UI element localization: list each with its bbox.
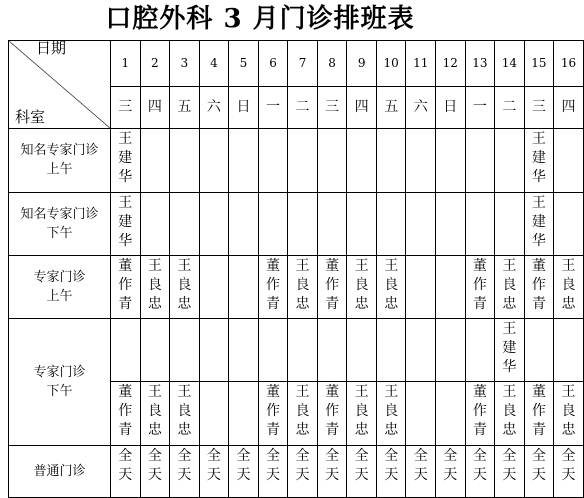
- doctor-name: [324, 129, 340, 130]
- doctor-name: [176, 129, 192, 130]
- doctor-name: 王良忠: [384, 257, 399, 312]
- all-day-value: 全天: [354, 447, 369, 483]
- famous-expert-pm-row: [9, 192, 584, 255]
- schedule-cell: [495, 192, 525, 255]
- dept-label-line: 知名专家门诊: [20, 206, 99, 222]
- day-number: 9: [347, 41, 377, 87]
- doctor-name: 王良忠: [502, 384, 517, 439]
- schedule-cell: [170, 319, 200, 382]
- schedule-cell: [406, 319, 436, 382]
- schedule-cell: [140, 445, 170, 497]
- day-number: 12: [436, 41, 466, 87]
- corner-date-label: 日期: [35, 39, 66, 57]
- doctor-name: [383, 319, 399, 320]
- schedule-cell: [376, 319, 406, 382]
- weekday: 二: [495, 87, 525, 129]
- schedule-cell: [140, 319, 170, 382]
- doctor-name: [442, 193, 458, 194]
- all-day-value: 全天: [266, 447, 280, 483]
- day-number: 11: [406, 41, 436, 87]
- schedule-cell: [111, 129, 141, 192]
- day-number: 7: [288, 41, 318, 87]
- schedule-cell: [258, 129, 288, 192]
- doctor-name: [265, 319, 281, 320]
- weekday: 三: [317, 87, 347, 129]
- doctor-name: [413, 319, 429, 320]
- schedule-cell: [554, 445, 584, 497]
- doctor-name: 董作青: [531, 257, 546, 312]
- schedule-cell: [524, 445, 554, 497]
- all-day-value: 全天: [502, 447, 517, 483]
- doctor-name: 董作青: [531, 384, 546, 439]
- doctor-name: [560, 319, 576, 320]
- doctor-name: 王良忠: [147, 257, 162, 312]
- day-number: 4: [199, 41, 229, 87]
- weekday: 一: [258, 87, 288, 129]
- schedule-cell: [495, 319, 525, 382]
- doctor-name: 董作青: [472, 257, 487, 312]
- all-day-value: 全天: [236, 447, 251, 483]
- schedule-cell: [140, 382, 170, 445]
- doctor-name: [206, 129, 222, 130]
- weekday: 日: [436, 87, 466, 129]
- schedule-cell: [376, 129, 406, 192]
- schedule-cell: [258, 255, 288, 318]
- weekday: 三: [524, 87, 554, 129]
- dept-label: [9, 255, 111, 318]
- dept-label-line: 专家门诊: [33, 364, 86, 380]
- doctor-name: [117, 319, 133, 320]
- doctor-name: 董作青: [118, 257, 133, 312]
- schedule-cell: [554, 129, 584, 192]
- schedule-cell: [524, 129, 554, 192]
- schedule-cell: [317, 445, 347, 497]
- weekday: 六: [406, 87, 436, 129]
- dept-label: [9, 129, 111, 192]
- all-day-value: 全天: [561, 447, 576, 483]
- doctor-name: [442, 382, 458, 383]
- doctor-name: [413, 193, 429, 194]
- weekday: 四: [140, 87, 170, 129]
- doctor-name: [235, 256, 251, 257]
- schedule-cell: [436, 129, 466, 192]
- schedule-cell: [347, 382, 377, 445]
- doctor-name: [206, 382, 222, 383]
- schedule-cell: [199, 255, 229, 318]
- doctor-name: 王良忠: [354, 257, 369, 312]
- page-title: 口腔外科 3 月门诊排班表: [105, 4, 415, 34]
- schedule-cell: [376, 255, 406, 318]
- doctor-name: 董作青: [472, 384, 487, 439]
- doctor-name: [413, 129, 429, 130]
- doctor-name: [531, 319, 547, 320]
- day-number: 5: [229, 41, 259, 87]
- doctor-name: [206, 193, 222, 194]
- all-day-value: 全天: [472, 447, 487, 483]
- doctor-name: [413, 382, 429, 383]
- doctor-name: [472, 319, 488, 320]
- weekday: 二: [288, 87, 318, 129]
- schedule-cell: [199, 319, 229, 382]
- schedule-cell: [554, 192, 584, 255]
- schedule-cell: [229, 129, 259, 192]
- weekday: 四: [554, 87, 584, 129]
- weekday: 五: [376, 87, 406, 129]
- schedule-cell: [199, 445, 229, 497]
- expert-pm-row-a: [9, 319, 584, 382]
- schedule-cell: [258, 445, 288, 497]
- all-day-value: 全天: [147, 447, 162, 483]
- all-day-value: 全天: [443, 447, 458, 483]
- doctor-name: 王良忠: [561, 384, 576, 439]
- schedule-cell: [229, 382, 259, 445]
- all-day-value: 全天: [531, 447, 546, 483]
- weekday: 五: [170, 87, 200, 129]
- schedule-cell: [317, 129, 347, 192]
- doctor-name: [442, 256, 458, 257]
- all-day-value: 全天: [177, 447, 192, 483]
- doctor-name: [354, 193, 370, 194]
- schedule-cell: [111, 192, 141, 255]
- schedule-cell: [229, 255, 259, 318]
- doctor-name: 王建华: [531, 194, 546, 249]
- schedule-cell: [406, 129, 436, 192]
- weekday: 四: [347, 87, 377, 129]
- doctor-name: 王建华: [502, 321, 517, 376]
- schedule-cell: [288, 192, 318, 255]
- schedule-cell: [317, 192, 347, 255]
- schedule-cell: [406, 445, 436, 497]
- doctor-name: 王良忠: [177, 257, 192, 312]
- schedule-cell: [465, 129, 495, 192]
- doctor-name: 王良忠: [147, 384, 162, 439]
- doctor-name: 王良忠: [295, 257, 310, 312]
- schedule-cell: [170, 255, 200, 318]
- doctor-name: [383, 129, 399, 130]
- schedule-cell: [111, 445, 141, 497]
- schedule-cell: [436, 255, 466, 318]
- schedule-cell: [229, 319, 259, 382]
- schedule-cell: [140, 192, 170, 255]
- doctor-name: [235, 382, 251, 383]
- doctor-name: 王建华: [118, 131, 133, 186]
- day-number: 6: [258, 41, 288, 87]
- schedule-cell: [465, 382, 495, 445]
- all-day-value: 全天: [295, 447, 310, 483]
- doctor-name: [324, 193, 340, 194]
- expert-am-row: [9, 255, 584, 318]
- schedule-cell: [170, 382, 200, 445]
- doctor-name: [560, 193, 576, 194]
- doctor-name: [235, 129, 251, 130]
- dept-label-session: 上午: [46, 162, 73, 178]
- schedule-cell: [199, 382, 229, 445]
- day-number: 14: [495, 41, 525, 87]
- doctor-name: [560, 129, 576, 130]
- schedule-cell: [554, 382, 584, 445]
- schedule-cell: [495, 445, 525, 497]
- schedule-cell: [465, 319, 495, 382]
- schedule-cell: [406, 382, 436, 445]
- weekday: 一: [465, 87, 495, 129]
- schedule-cell: [465, 192, 495, 255]
- schedule-cell: [258, 319, 288, 382]
- day-number: 8: [317, 41, 347, 87]
- day-number: 13: [465, 41, 495, 87]
- schedule-cell: [376, 382, 406, 445]
- schedule-cell: [317, 319, 347, 382]
- doctor-name: [265, 129, 281, 130]
- schedule-cell: [347, 445, 377, 497]
- doctor-name: [442, 129, 458, 130]
- doctor-name: 王良忠: [354, 384, 369, 439]
- schedule-cell: [554, 255, 584, 318]
- schedule-cell: [229, 445, 259, 497]
- all-day-value: 全天: [118, 447, 133, 483]
- doctor-name: [235, 319, 251, 320]
- schedule-cell: [199, 192, 229, 255]
- doctor-name: [383, 193, 399, 194]
- dept-label: [9, 319, 111, 446]
- schedule-cell: [170, 192, 200, 255]
- dept-label: [9, 192, 111, 255]
- schedule-cell: [199, 129, 229, 192]
- schedule-cell: [288, 445, 318, 497]
- doctor-name: [472, 129, 488, 130]
- doctor-name: 董作青: [118, 384, 133, 439]
- doctor-name: 王建华: [531, 131, 546, 186]
- schedule-cell: [170, 129, 200, 192]
- doctor-name: [501, 129, 517, 130]
- schedule-cell: [406, 192, 436, 255]
- schedule-cell: [140, 129, 170, 192]
- schedule-cell: [436, 319, 466, 382]
- doctor-name: [176, 319, 192, 320]
- schedule-cell: [258, 192, 288, 255]
- doctor-name: [265, 193, 281, 194]
- schedule-cell: [288, 319, 318, 382]
- schedule-cell: [347, 192, 377, 255]
- weekday: 三: [111, 87, 141, 129]
- schedule-cell: [288, 129, 318, 192]
- doctor-name: [147, 193, 163, 194]
- day-number: 1: [111, 41, 141, 87]
- all-day-value: 全天: [384, 447, 399, 483]
- schedule-cell: [229, 192, 259, 255]
- doctor-name: [472, 193, 488, 194]
- doctor-name: [354, 129, 370, 130]
- doctor-name: [176, 193, 192, 194]
- doctor-name: 董作青: [266, 257, 280, 312]
- doctor-name: [413, 256, 429, 257]
- schedule-cell: [465, 445, 495, 497]
- schedule-cell: [436, 445, 466, 497]
- schedule-cell: [495, 129, 525, 192]
- schedule-cell: [347, 319, 377, 382]
- schedule-cell: [406, 255, 436, 318]
- famous-expert-am-row: [9, 129, 584, 192]
- doctor-name: 王良忠: [177, 384, 192, 439]
- doctor-name: 王良忠: [561, 257, 576, 312]
- dept-label-line: 专家门诊: [33, 270, 86, 286]
- schedule-cell: [288, 382, 318, 445]
- schedule-cell: [258, 382, 288, 445]
- dept-label-session: 下午: [46, 225, 73, 241]
- doctor-name: [295, 193, 311, 194]
- doctor-name: [324, 319, 340, 320]
- doctor-name: [235, 193, 251, 194]
- dept-label: 普通门诊: [9, 445, 111, 497]
- day-number: 10: [376, 41, 406, 87]
- all-day-value: 全天: [206, 447, 221, 483]
- schedule-cell: [347, 129, 377, 192]
- doctor-name: 王良忠: [502, 257, 517, 312]
- dept-label-line: 知名专家门诊: [20, 143, 99, 159]
- corner-dept-label: 科室: [15, 108, 46, 127]
- doctor-name: [147, 129, 163, 130]
- day-number: 3: [170, 41, 200, 87]
- dept-label-session: 上午: [46, 289, 73, 305]
- doctor-name: [295, 319, 311, 320]
- schedule-cell: [140, 255, 170, 318]
- schedule-cell: [495, 255, 525, 318]
- doctor-name: [206, 256, 222, 257]
- schedule-cell: [436, 382, 466, 445]
- doctor-name: 董作青: [325, 257, 340, 312]
- schedule-cell: [376, 445, 406, 497]
- schedule-cell: [524, 382, 554, 445]
- all-day-value: 全天: [413, 447, 428, 483]
- doctor-name: 王良忠: [384, 384, 399, 439]
- schedule-cell: [111, 319, 141, 382]
- schedule-cell: [170, 445, 200, 497]
- all-day-value: 全天: [325, 447, 340, 483]
- schedule-cell: [111, 255, 141, 318]
- schedule-cell: [524, 319, 554, 382]
- schedule-cell: [288, 255, 318, 318]
- general-clinic-row: [9, 445, 584, 497]
- day-number: 16: [554, 41, 584, 87]
- schedule-cell: [465, 255, 495, 318]
- corner-header-cell: [9, 41, 111, 129]
- dept-label-session: 下午: [46, 383, 73, 399]
- schedule-cell: [436, 192, 466, 255]
- schedule-cell: [347, 255, 377, 318]
- weekday: 六: [199, 87, 229, 129]
- schedule-cell: [524, 192, 554, 255]
- doctor-name: 王良忠: [295, 384, 310, 439]
- doctor-name: [295, 129, 311, 130]
- schedule-table: [8, 40, 584, 498]
- schedule-cell: [111, 382, 141, 445]
- schedule-cell: [554, 319, 584, 382]
- day-number: 15: [524, 41, 554, 87]
- schedule-cell: [524, 255, 554, 318]
- schedule-cell: [495, 382, 525, 445]
- schedule-cell: [317, 255, 347, 318]
- doctor-name: [354, 319, 370, 320]
- weekday: 日: [229, 87, 259, 129]
- doctor-name: [442, 319, 458, 320]
- doctor-name: [206, 319, 222, 320]
- day-number-row: [9, 41, 584, 87]
- doctor-name: [501, 193, 517, 194]
- doctor-name: 王建华: [118, 194, 133, 249]
- schedule-cell: [317, 382, 347, 445]
- doctor-name: 董作青: [325, 384, 340, 439]
- doctor-name: [147, 319, 163, 320]
- day-number: 2: [140, 41, 170, 87]
- schedule-cell: [376, 192, 406, 255]
- doctor-name: 董作青: [266, 384, 280, 439]
